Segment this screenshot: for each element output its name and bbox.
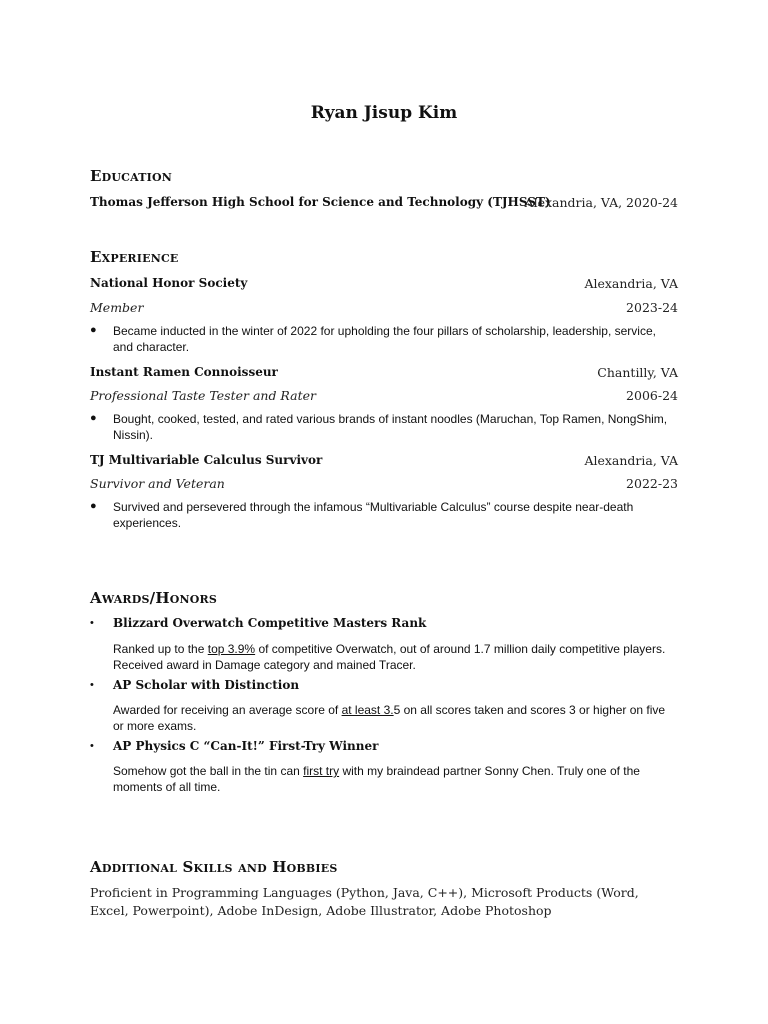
award-text: with my braindead partner Sonny Chen. Truly one of the moments of all time. [113, 764, 640, 794]
bullet-dot: ● [90, 324, 97, 336]
experience-dates: 2022-23 [626, 476, 678, 491]
experience-org: National Honor Society [90, 276, 248, 290]
award-text: 5 on all scores taken and scores 3 or higher on five or more exams. [113, 703, 666, 733]
experience-dates: 2023-24 [626, 300, 678, 315]
skills-heading: Additional Skills and Hobbies [90, 858, 338, 876]
awards-heading: Awards/Honors [90, 589, 218, 607]
award-title: AP Scholar with Distinction [113, 678, 300, 692]
award-text: Awarded for receiving an average score of [113, 703, 342, 717]
education-school: Thomas Jefferson High School for Science and Technology (TJHSST) [90, 195, 551, 209]
experience-org: TJ Multivariable Calculus Survivor [90, 453, 323, 467]
award-text: Somehow got the ball in the tin can [113, 764, 304, 778]
experience-location: Alexandria, VA [584, 276, 678, 291]
award-text: of competitive Overwatch, out of around 1.7 million daily competitive players. Received award in Damage category and mained Tracer. [113, 642, 666, 672]
experience-role: Member [90, 300, 144, 315]
experience-location: Alexandria, VA [584, 453, 678, 468]
education-location-dates: Alexandria, VA, 2020-24 [524, 195, 678, 210]
bullet-dot: • [90, 740, 94, 752]
award-text: Ranked up to the [113, 642, 208, 656]
bullet-dot: • [90, 617, 94, 629]
experience-org: Instant Ramen Connoisseur [90, 365, 278, 379]
award-underlined-text: first try [303, 764, 340, 778]
award-description [113, 702, 673, 734]
experience-location: Chantilly, VA [597, 365, 678, 380]
award-title: Blizzard Overwatch Competitive Masters Rank [113, 616, 427, 630]
education-heading: Education [90, 167, 173, 185]
bullet-dot: ● [90, 500, 97, 512]
skills-text: Proficient in Programming Languages (Python, Java, C++), Microsoft Products (Word, Excel, Powerpoint), Adobe InDesign, Adobe Illustrator, Adobe Photoshop [90, 885, 639, 918]
bullet-dot: • [90, 679, 94, 691]
experience-heading: Experience [90, 248, 179, 266]
award-underlined-text: top 3.9% [207, 642, 256, 656]
experience-bullet: Bought, cooked, tested, and rated various brands of instant noodles (Maruchan, Top Ramen, NongShim, Nissin). [113, 412, 668, 442]
award-description [113, 763, 673, 795]
award-underlined-text: at least 3. [341, 703, 394, 717]
experience-role: Professional Taste Tester and Rater [90, 388, 316, 403]
award-title: AP Physics C “Can-It!” First-Try Winner [113, 739, 379, 753]
award-description [113, 641, 673, 673]
experience-role: Survivor and Veteran [90, 476, 225, 491]
experience-bullet: Became inducted in the winter of 2022 for upholding the four pillars of scholarship, leadership, service, and character. [113, 324, 656, 354]
bullet-dot: ● [90, 412, 97, 424]
experience-dates: 2006-24 [626, 388, 678, 403]
resume-name: Ryan Jisup Kim [310, 103, 458, 123]
experience-bullet: Survived and persevered through the infamous “Multivariable Calculus” course despite near-death experiences. [113, 500, 634, 530]
